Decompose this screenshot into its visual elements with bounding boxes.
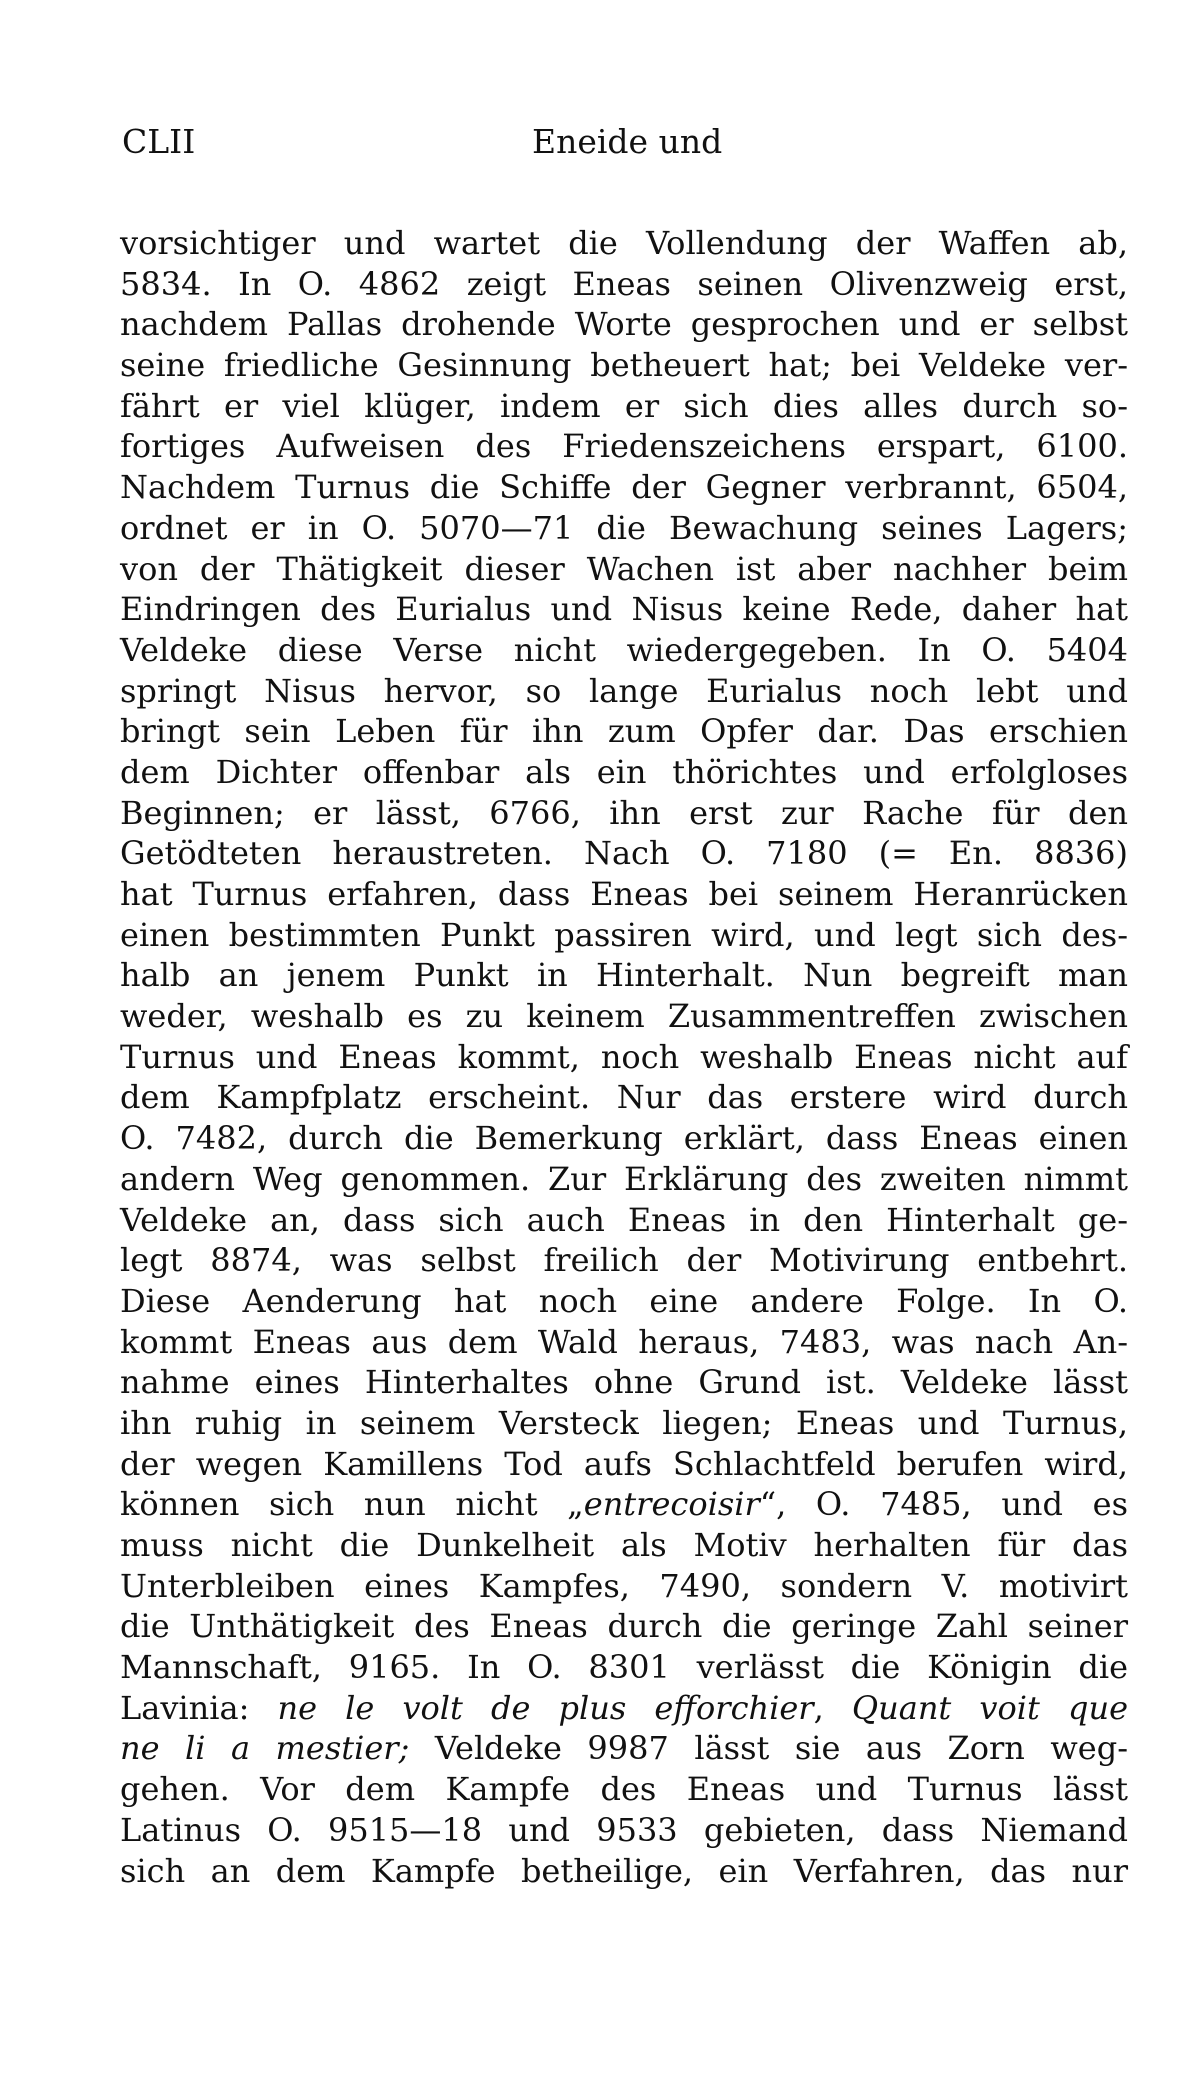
text-line: dem Dichter offenbar als ein thörichtes und erfolgloses	[120, 752, 1128, 791]
text-line: von der Thätigkeit dieser Wachen ist aber nachher beim	[120, 549, 1128, 588]
text-line: hat Turnus erfahren, dass Eneas bei seinem Heranrücken	[120, 875, 1128, 913]
text-line	[120, 1688, 1128, 1729]
text-segment: können sich nun nicht „	[120, 1485, 584, 1524]
text-segment: ,	[813, 1688, 852, 1727]
text-line: kommt Eneas aus dem Wald heraus, 7483, was nach An-	[120, 1322, 1128, 1361]
text-segment: Veldeke 9987 lässt sie aus Zorn weg-	[409, 1729, 1129, 1768]
text-line: ihn ruhig in seinem Versteck liegen; Eneas und Turnus,	[120, 1403, 1128, 1442]
italic-quote: entrecoisir	[583, 1485, 760, 1524]
text-line: muss nicht die Dunkelheit als Motiv herhalten für das	[120, 1526, 1128, 1564]
text-line: Latinus O. 9515—18 und 9533 gebieten, dass Niemand	[120, 1810, 1128, 1849]
text-line	[120, 1484, 1128, 1525]
text-line: nahme eines Hinterhaltes ohne Grund ist. Veldeke lässt	[120, 1363, 1128, 1402]
text-line: Nachdem Turnus die Schiffe der Gegner verbrannt, 6504,	[120, 468, 1128, 507]
text-line: halb an jenem Punkt in Hinterhalt. Nun begreift man	[120, 956, 1128, 995]
text-line: O. 7482, durch die Bemerkung erklärt, dass Eneas einen	[120, 1119, 1128, 1158]
page-number: CLII	[122, 122, 196, 161]
text-line: legt 8874, was selbst freilich der Motivirung entbehrt.	[120, 1241, 1128, 1280]
text-line: Getödteten heraustreten. Nach O. 7180 (= En. 8836)	[120, 834, 1128, 873]
running-head	[122, 122, 1132, 162]
text-line: Veldeke an, dass sich auch Eneas in den Hinterhalt ge-	[120, 1200, 1128, 1239]
text-line: gehen. Vor dem Kampfe des Eneas und Turnus lässt	[120, 1770, 1128, 1809]
text-line	[120, 1728, 1128, 1769]
text-line: Beginnen; er lässt, 6766, ihn erst zur Rache für den	[120, 793, 1128, 832]
text-line: 5834. In O. 4862 zeigt Eneas seinen Olivenzweig erst,	[120, 264, 1128, 303]
text-line: sich an dem Kampfe betheilige, ein Verfahren, das nur	[120, 1851, 1128, 1890]
italic-quote: ne li a mestier;	[120, 1729, 410, 1768]
text-segment: “, O. 7485, und es	[759, 1485, 1128, 1524]
text-line: dem Kampfplatz erscheint. Nur das erstere wird durch	[120, 1078, 1128, 1117]
text-line: die Unthätigkeit des Eneas durch die geringe Zahl seiner	[120, 1607, 1128, 1646]
text-line: andern Weg genommen. Zur Erklärung des zweiten nimmt	[120, 1159, 1128, 1198]
text-line: springt Nisus hervor, so lange Eurialus noch lebt und	[120, 671, 1128, 710]
text-line: vorsichtiger und wartet die Vollendung der Waffen ab,	[120, 224, 1128, 262]
text-line: fährt er viel klüger, indem er sich dies alles durch so-	[120, 386, 1128, 425]
text-line: Veldeke diese Verse nicht wiedergegeben. In O. 5404	[120, 630, 1128, 669]
text-line: einen bestimmten Punkt passiren wird, und legt sich des-	[120, 915, 1128, 954]
body-text	[120, 223, 1128, 1891]
text-line: Eindringen des Eurialus und Nisus keine Rede, daher hat	[120, 590, 1128, 629]
text-line: der wegen Kamillens Tod aufs Schlachtfeld berufen wird,	[120, 1444, 1128, 1483]
text-line: weder, weshalb es zu keinem Zusammentreffen zwischen	[120, 997, 1128, 1036]
text-line: seine friedliche Gesinnung betheuert hat; bei Veldeke ver-	[120, 346, 1128, 385]
text-line: Turnus und Eneas kommt, noch weshalb Eneas nicht auf	[120, 1037, 1128, 1076]
text-line: Diese Aenderung hat noch eine andere Folge. In O.	[120, 1281, 1128, 1320]
text-line: ordnet er in O. 5070—71 die Bewachung seines Lagers;	[120, 508, 1128, 547]
text-line: nachdem Pallas drohende Worte gesprochen und er selbst	[120, 305, 1128, 344]
text-segment: Lavinia:	[120, 1688, 278, 1727]
text-line: bringt sein Leben für ihn zum Opfer dar. Das erschien	[120, 712, 1128, 751]
text-line: Unterbleiben eines Kampfes, 7490, sondern V. motivirt	[120, 1566, 1128, 1605]
italic-quote: Quant voit que	[851, 1688, 1128, 1727]
running-title: Eneide und	[532, 122, 723, 161]
text-line: fortiges Aufweisen des Friedenszeichens erspart, 6100.	[120, 427, 1128, 466]
italic-quote: ne le volt de plus efforchier	[277, 1688, 814, 1727]
text-line: Mannschaft, 9165. In O. 8301 verlässt die Königin die	[120, 1648, 1128, 1687]
